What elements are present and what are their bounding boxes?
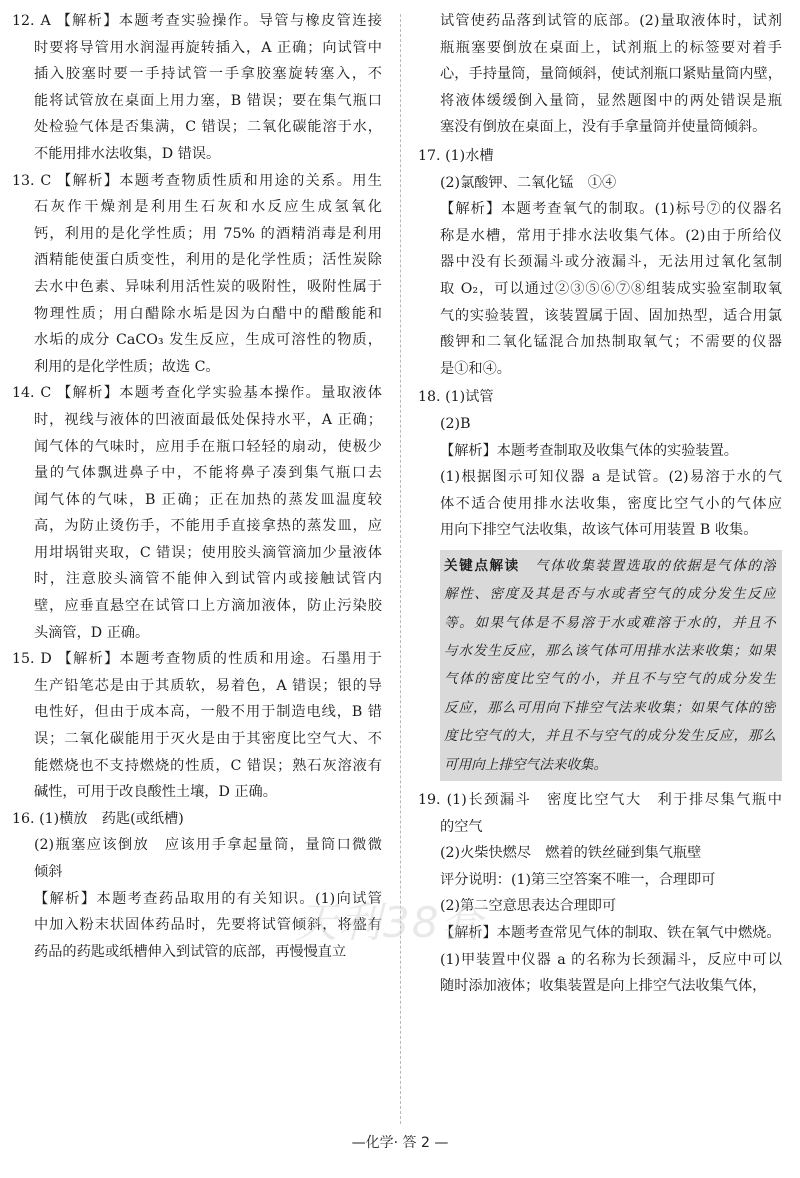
- text-line: 高，为防止烫伤手，不能用手直接拿热的蒸发皿，应: [34, 518, 382, 535]
- column-divider: [400, 14, 401, 1124]
- text-line: 头滴管，D 正确。: [34, 624, 150, 641]
- right-column: [418, 8, 782, 1000]
- text-line: 中加入粉末状固体药品时，先要将试管倾斜，将盛有: [34, 917, 382, 934]
- text-line: 量的气体飘进鼻子中，不能将鼻子凑到集气瓶口去: [34, 465, 382, 482]
- answer-16-continued: [418, 8, 782, 141]
- page-footer: —化学· 答 2 —: [351, 1135, 449, 1151]
- text-line: 时，视线与液体的凹液面最低处保持水平，A 正确；: [34, 411, 382, 428]
- text-line: 【解析】本题考查氧气的制取。(1)标号⑦的仪器名: [440, 201, 782, 218]
- text-line: 钙，利用的是化学性质；用 75% 的酒精消毒是利用: [34, 225, 382, 242]
- text-line: 瓶瓶塞要倒放在桌面上，试剂瓶上的标签要对着手: [440, 39, 782, 56]
- text-line: 16. (1)横放 药匙(或纸槽): [12, 810, 184, 827]
- text-line: (2)火柴快燃尽 燃着的铁丝碰到集气瓶壁: [440, 845, 702, 862]
- text-line: 物理性质；用白醋除水垢是因为白醋中的醋酸能和: [34, 305, 382, 322]
- key-point-line: 反应，那么可用向下排空气法来收集；如果气体的密: [444, 699, 776, 716]
- text-line: 时要将导管用水润湿再旋转插入，A 正确；向试管中: [34, 39, 382, 56]
- text-line: 电性好，但由于成本高，一般不用于制造电线，B 错: [34, 704, 382, 721]
- text-line: 试管使药品落到试管的底部。(2)量取液体时，试剂: [440, 13, 782, 29]
- text-line: 的空气: [440, 818, 483, 835]
- left-column: [12, 8, 382, 965]
- text-line: 时，注意胶头滴管不能伸入到试管内或接触试管内: [34, 571, 382, 588]
- text-line: 取 O₂，可以通过②③⑤⑥⑦⑧组装成实验室制取氧: [440, 280, 782, 297]
- text-line: 处检验气体是否集满，C 错误；二氧化碳能溶于水，: [34, 119, 382, 136]
- text-line: 误；二氧化碳能用于灭火是由于其密度比空气大、不: [34, 731, 382, 748]
- text-line: 闻气体的气味时，应用手在瓶口轻轻的扇动，使极少: [34, 438, 382, 455]
- key-point-text: 气体收集装置选取的依据是气体的溶: [534, 557, 776, 574]
- text-line: 石灰作干燥剂是利用生石灰和水反应生成氢氧化: [34, 199, 382, 216]
- key-point-box: [440, 550, 782, 781]
- text-line: 倾斜: [34, 864, 63, 880]
- text-line: (2)瓶塞应该倒放 应该用手拿起量筒，量筒口微微: [34, 837, 382, 854]
- key-point-line: 气体的密度比空气的小，并且不与空气的成分发生: [444, 671, 776, 688]
- text-line: 体不适合使用排水法收集，密度比空气小的气体应: [440, 495, 782, 512]
- text-line: 去水中色素、异味利用活性炭的吸附性，吸附性属于: [34, 278, 382, 295]
- answer-17: [418, 143, 782, 382]
- text-line: 心，手持量筒，量筒倾斜，使试剂瓶口紧贴量筒内壁，: [440, 66, 782, 83]
- key-point-line: 度比空气的大，并且不与空气的成分发生反应，那么: [444, 728, 776, 745]
- text-line: 13. C 【解析】本题考查物质性质和用途的关系。用生: [12, 172, 382, 189]
- text-line: 生产铅笔芯是由于其质软，易着色，A 错误；银的导: [34, 677, 382, 694]
- key-point-title: 关键点解读: [444, 557, 535, 574]
- text-line: (2)氯酸钾、二氧化锰 ①④: [440, 174, 617, 191]
- text-line: 15. D 【解析】本题考查物质的性质和用途。石墨用于: [12, 651, 382, 668]
- answer-item: [12, 806, 382, 966]
- text-line: (2)第二空意思表达合理即可: [440, 898, 617, 915]
- text-line: 评分说明：(1)第三空答案不唯一，合理即可: [440, 871, 716, 888]
- text-line: (1)甲装置中仪器 a 的名称为长颈漏斗，反应中可以: [440, 951, 782, 968]
- text-line: 是①和④。: [440, 360, 511, 377]
- text-line: 【解析】本题考查制取及收集气体的实验装置。: [440, 442, 738, 459]
- text-line: 【解析】本题考查药品取用的有关知识。(1)向试管: [34, 890, 382, 907]
- text-line: 壁，应垂直悬空在试管口上方滴加液体，防止污染胶: [34, 598, 382, 615]
- text-line: (1)根据图示可知仪器 a 是试管。(2)易溶于水的气: [440, 469, 782, 486]
- text-line: 将液体缓缓倒入量筒，显然题图中的两处错误是瓶: [440, 92, 782, 109]
- answer-18: [418, 384, 782, 544]
- watermark-logo: 天利38套: [295, 898, 485, 947]
- text-line: 14. C 【解析】本题考查化学实验基本操作。量取液体: [12, 385, 382, 402]
- text-line: 药品的药匙或纸槽伸入到试管的底部，再慢慢直立: [34, 943, 347, 960]
- text-line: 碱性，可用于改良酸性土壤，D 正确。: [34, 784, 277, 801]
- text-line: 用向下排空气法收集，故该气体可用装置 B 收集。: [440, 522, 758, 539]
- text-line: 酸钾和二氧化锰混合加热制取氧气；不需要的仪器: [440, 334, 782, 351]
- answer-item: [12, 380, 382, 646]
- answer-item: [12, 8, 382, 168]
- key-point-line: 可用向上排空气法来收集。: [444, 756, 608, 773]
- text-line: 插入胶塞时要一手持试管一手拿胶塞旋转塞入，不: [34, 66, 382, 83]
- text-line: 塞没有倒放在桌面上，没有手拿量筒并使量筒倾斜。: [440, 119, 767, 136]
- key-point-line: 与水发生反应，那么该气体可用排水法来收集；如果: [444, 643, 776, 660]
- text-line: 17. (1)水槽: [418, 147, 494, 164]
- text-line: 称是水槽，常用于排水法收集气体。(2)由于所给仪: [440, 227, 782, 244]
- text-line: 19. (1)长颈漏斗 密度比空气大 利于排尽集气瓶中: [418, 792, 782, 808]
- text-line: 能将试管放在桌面上用力塞，B 错误；要在集气瓶口: [34, 92, 382, 109]
- text-line: 利用的是化学性质；故选 C。: [34, 358, 220, 375]
- key-point-line: [444, 552, 776, 580]
- key-point-line: 解性、密度及其是否与水或者空气的成分发生反应: [444, 586, 776, 603]
- text-line: 不能用排水法收集，D 错误。: [34, 145, 221, 162]
- text-line: 器中没有长颈漏斗或分液漏斗，无法用过氧化氢制: [440, 254, 782, 271]
- text-line: 【解析】本题考查常见气体的制取、铁在氧气中燃烧。: [440, 924, 781, 941]
- text-line: 水垢的成分 CaCO₃ 发生反应，生成可溶性的物质，: [34, 332, 382, 349]
- answer-item: [12, 168, 382, 381]
- text-line: 随时添加液体；收集装置是向上排空气法收集气体，: [440, 978, 767, 995]
- text-line: 闻气体的气味，B 正确；正在加热的蒸发皿温度较: [34, 491, 382, 508]
- key-point-line: 等。如果气体是不易溶于水或难溶于水的，并且不: [444, 614, 776, 631]
- text-line: (2)B: [440, 415, 471, 432]
- text-line: 气的实验装置，该装置属于固、固加热型，适合用氯: [440, 307, 782, 324]
- answer-item: [12, 646, 382, 806]
- text-line: 能燃烧也不支持燃烧的性质，C 错误；熟石灰溶液有: [34, 757, 382, 774]
- text-line: 用坩埚钳夹取，C 错误；使用胶头滴管滴加少量液体: [34, 544, 382, 561]
- answer-19: [418, 787, 782, 1000]
- text-line: 12. A 【解析】本题考查实验操作。导管与橡皮管连接: [12, 13, 382, 29]
- text-line: 18. (1)试管: [418, 389, 494, 406]
- text-line: 酒精能使蛋白质变性，利用的是化学性质；活性炭除: [34, 252, 382, 269]
